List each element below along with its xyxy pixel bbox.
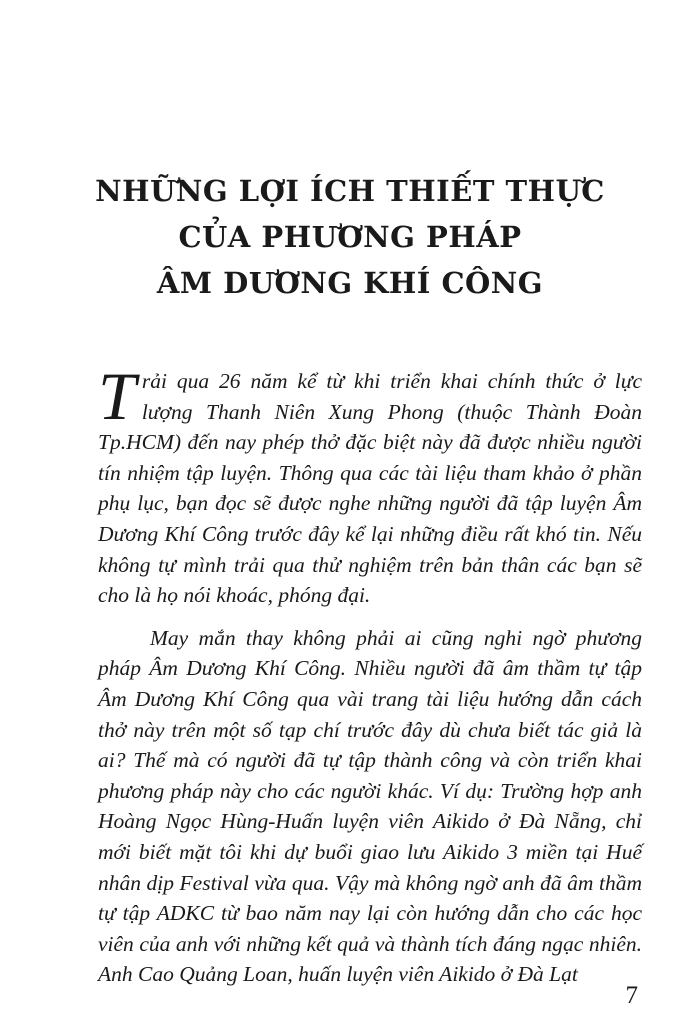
body-text [98, 358, 642, 990]
chapter-title [0, 168, 700, 306]
drop-cap: T [98, 358, 136, 434]
chapter-title-line-2: CỦA PHƯƠNG PHÁP [178, 220, 522, 254]
page-number: 7 [625, 982, 638, 1009]
paragraph-1-text: rải qua 26 năm kể từ khi triển khai chính thức ở lực lượng Thanh Niên Xung Phong (thuộc Thành Đoàn Tp.HCM) đến nay phép thở đặc biệt này đã được nhiều người tín nhiệm tập luyện. Thông qua các tài liệu tham khảo ở phần phụ lục, bạn đọc sẽ được nghe những người đã tập luyện Âm Dương Khí Công trước đây kể lại những điều rất khó tin. Nếu không tự mình trải qua thử nghiệm trên bản thân các bạn sẽ cho là họ nói khoác, phóng đại. [98, 369, 642, 608]
paragraph-2: May mắn thay không phải ai cũng nghi ngờ phương pháp Âm Dương Khí Công. Nhiều người đã âm thầm tự tập Âm Dương Khí Công qua vài trang tài liệu hướng dẫn cách thở này trên một số tạp chí trước đây dù chưa biết tác giả là ai? Thế mà có người đã tự tập thành công và còn triển khai phương pháp này cho các người khác. Ví dụ: Trường hợp anh Hoàng Ngọc Hùng-Huấn luyện viên Aikido ở Đà Nẵng, chỉ mới biết mặt tôi khi dự buổi giao lưu Aikido 3 miền tại Huế nhân dịp Festival vừa qua. Vậy mà không ngờ anh đã âm thầm tự tập ADKC từ bao năm nay lại còn hướng dẫn cho các học viên của anh với những kết quả và thành tích đáng ngạc nhiên. Anh Cao Quảng Loan, huấn luyện viên Aikido ở Đà Lạt [98, 625, 642, 987]
paragraph-1 [98, 358, 642, 611]
chapter-title-line-1: NHỮNG LỢI ÍCH THIẾT THỰC [95, 174, 605, 208]
chapter-title-line-3: ÂM DƯƠNG KHÍ CÔNG [156, 266, 544, 300]
